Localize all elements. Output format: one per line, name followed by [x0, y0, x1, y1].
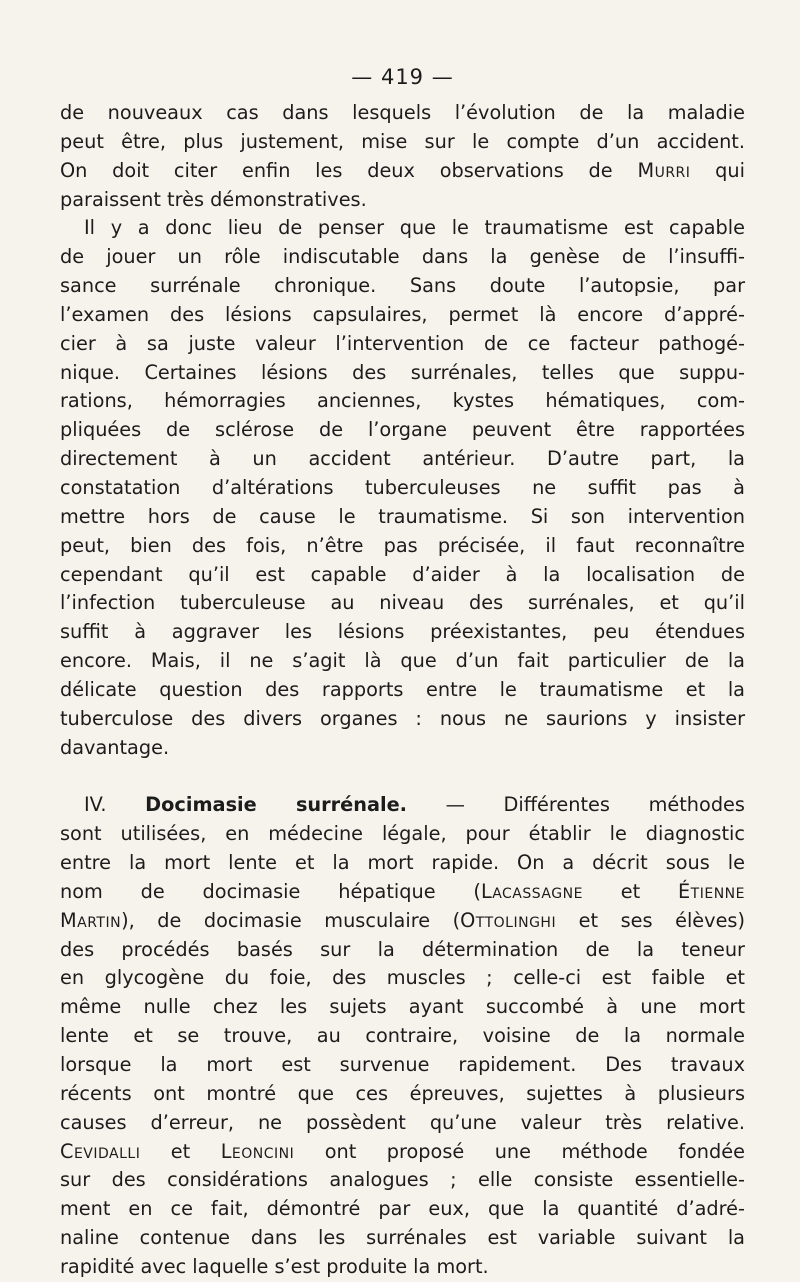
text-run: On doit citer enfin les deux observations de — [60, 158, 613, 182]
text-run: et — [140, 1139, 221, 1163]
text-line: ment en ce fait, démontré par eux, que la quantité d’adré- — [60, 1197, 745, 1221]
section-iv — [60, 791, 745, 1281]
text-run: — Différentes méthodes — [407, 793, 745, 817]
author-name: Ottolinghi — [460, 908, 557, 932]
text-run: et ses élèves) — [556, 908, 745, 932]
text-run: et — [582, 879, 678, 903]
text-line: suffit à aggraver les lésions préexistantes, peu étendues — [60, 620, 745, 644]
text-line: tuberculose des divers organes : nous ne saurions y insister — [60, 706, 745, 730]
author-name: Leoncini — [220, 1139, 295, 1163]
text-line: même nulle chez les sujets ayant succombé à une mort — [60, 995, 745, 1019]
text-run: ont proposé une méthode fondée — [294, 1139, 745, 1163]
text-line: l’infection tuberculeuse au niveau des surrénales, et qu’il — [60, 591, 745, 615]
author-name: Martin — [60, 908, 122, 932]
text-line: nique. Certaines lésions des surrénales, telles que suppu- — [60, 360, 745, 384]
section-number: IV. — [84, 793, 107, 817]
text-line: de nouveaux cas dans lesquels l’évolution de la maladie — [60, 101, 745, 124]
text-line: directement à un accident antérieur. D’autre part, la — [60, 447, 745, 471]
text-line: cier à sa juste valeur l’intervention de ce facteur pathogé- — [60, 331, 745, 355]
section-heading-line — [60, 791, 745, 820]
paragraph-1 — [60, 99, 745, 214]
text-line: lorsque la mort est survenue rapidement. Des travaux — [60, 1053, 745, 1076]
text-line: peut, bien des fois, n’être pas précisée, il faut reconnaître — [60, 533, 745, 557]
text-line: peut être, plus justement, mise sur le compte d’un accident. — [60, 129, 745, 153]
text-line: des procédés basés sur la détermination de la teneur — [60, 937, 745, 961]
text-line: en glycogène du foie, des muscles ; celle-ci est faible et — [60, 966, 745, 990]
text-line: constatation d’altérations tuberculeuses ne suffit pas à — [60, 475, 745, 499]
text-line: pliquées de sclérose de l’organe peuvent être rapportées — [60, 418, 745, 442]
text-line — [60, 907, 745, 936]
page-number: — 419 — — [351, 65, 454, 89]
text-line: sance surrénale chronique. Sans doute l’autopsie, par — [60, 274, 745, 298]
author-name: Étienne — [678, 879, 745, 903]
text-line — [60, 878, 745, 907]
text-line: Il y a donc lieu de penser que le traumatisme est capable — [84, 216, 745, 240]
text-run: qui — [690, 158, 745, 182]
section-title: Docimasie surrénale. — [145, 793, 407, 817]
text-line: délicate question des rapports entre le traumatisme et la — [60, 677, 745, 701]
text-run: ), de docimasie musculaire ( — [121, 908, 461, 932]
text-line: l’examen des lésions capsulaires, permet là encore d’appré- — [60, 302, 745, 326]
text-line: naline contenue dans les surrénales est variable suivant la — [60, 1226, 745, 1250]
text-line: rations, hémorragies anciennes, kystes hématiques, com- — [60, 389, 745, 413]
text-line: mettre hors de cause le traumatisme. Si son intervention — [60, 504, 745, 528]
text-line — [60, 1138, 745, 1167]
text-run: nom de docimasie hépatique ( — [60, 879, 481, 903]
text-line: paraissent très démonstratives. — [60, 187, 367, 211]
author-name: Lacassagne — [480, 879, 583, 903]
text-line: de jouer un rôle indiscutable dans la genèse de l’insuffi- — [60, 245, 745, 269]
document-page — [60, 62, 745, 1282]
text-line: lente et se trouve, au contraire, voisine de la normale — [60, 1024, 745, 1048]
paragraph-2 — [60, 214, 745, 762]
text-line: encore. Mais, il ne s’agit là que d’un fait particulier de la — [60, 649, 745, 673]
text-line: sont utilisées, en médecine légale, pour établir le diagnostic — [60, 822, 745, 846]
text-line: davantage. — [60, 735, 170, 759]
text-line: sur des considérations analogues ; elle consiste essentielle- — [60, 1168, 745, 1192]
author-name: Cevidalli — [60, 1139, 141, 1163]
text-line: cependant qu’il est capable d’aider à la localisation de — [60, 562, 745, 586]
text-line: entre la mort lente et la mort rapide. On a décrit sous le — [60, 851, 745, 875]
section-gap — [60, 762, 745, 791]
text-line: rapidité avec laquelle s’est produite la mort. — [60, 1254, 489, 1278]
text-line: récents ont montré que ces épreuves, sujettes à plusieurs — [60, 1081, 745, 1105]
text-line — [60, 157, 745, 186]
text-line: causes d’erreur, ne possèdent qu’une valeur très relative. — [60, 1110, 745, 1134]
author-name: Murri — [637, 158, 691, 182]
